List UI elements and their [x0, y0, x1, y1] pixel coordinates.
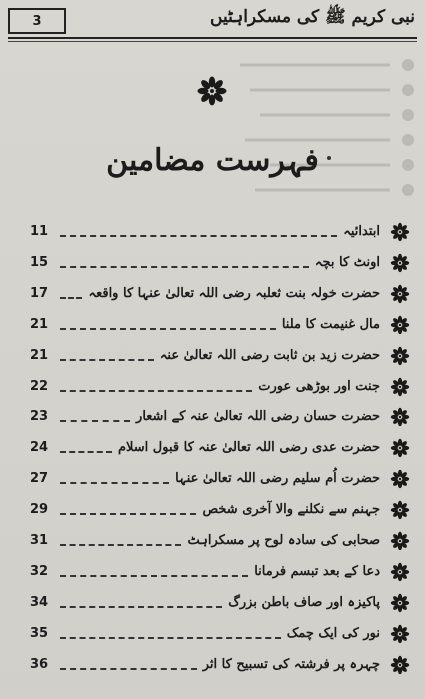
- toc-entry-title: مال غنیمت کا ملنا: [281, 316, 380, 332]
- toc-entry: [30, 622, 410, 646]
- toc-entry-page-number: 21: [30, 316, 49, 332]
- flower-bullet-icon: [390, 655, 410, 675]
- dot-leader: [60, 297, 82, 299]
- toc-entry-page-number: 23: [30, 409, 49, 425]
- dot-leader: [60, 328, 276, 330]
- toc-entry: [30, 498, 410, 522]
- dot-leader: [60, 359, 154, 361]
- toc-entry: [30, 405, 410, 429]
- toc-entry-page-number: 15: [30, 254, 49, 270]
- toc-entry-title: اونٹ کا بچہ: [314, 254, 380, 270]
- toc-entry-title: جہنم سے نکلنے والا آخری شخص: [202, 502, 380, 518]
- toc-entry: [30, 282, 410, 306]
- flower-bullet-icon: [390, 253, 410, 273]
- toc-entry: [30, 591, 410, 615]
- flower-bullet-icon: [390, 377, 410, 397]
- toc-entry: [30, 251, 410, 275]
- toc-entry-title: ابتدائیہ: [343, 224, 380, 239]
- toc-entry-page-number: 31: [30, 533, 49, 548]
- dot-leader: [60, 235, 337, 237]
- toc-entry-title: حضرت حسان رضی اللہ تعالیٰ عنہ کے اشعار: [136, 409, 380, 425]
- toc-entry-title: حضرت خولہ بنت ثعلبہ رضی اللہ تعالیٰ عنہا کا واقعہ: [88, 285, 380, 301]
- flower-bullet-icon: [390, 407, 410, 427]
- toc-entry: [30, 220, 410, 244]
- toc-entry-title: صحابی کی سادہ لوح پر مسکراہٹ: [187, 533, 380, 548]
- toc-entry-page-number: 24: [30, 440, 49, 456]
- dot-leader: [60, 390, 252, 392]
- page-title: فہرست مضامین: [106, 143, 319, 178]
- flower-bullet-icon: [390, 531, 410, 551]
- toc-entry: [30, 436, 410, 460]
- running-title: نبی کریم ﷺ کی مسکراہٹیں: [210, 7, 415, 27]
- dot-leader: [60, 668, 197, 670]
- dot-leader: [60, 606, 222, 608]
- toc-entry: [30, 313, 410, 337]
- toc-entry-title: چہرہ پر فرشتہ کی تسبیح کا اثر: [202, 656, 380, 672]
- toc-entry-page-number: 29: [30, 502, 49, 518]
- dot-leader: [60, 637, 281, 639]
- dot-leader: [60, 482, 169, 484]
- toc-entry-page-number: 35: [30, 625, 49, 641]
- toc-entry-page-number: 11: [30, 224, 49, 239]
- toc-entry: [30, 560, 410, 584]
- toc-entry: [30, 375, 410, 399]
- toc-entry-page-number: 36: [30, 656, 49, 672]
- page-number: 3: [8, 8, 66, 34]
- flower-bullet-icon: [390, 315, 410, 335]
- toc-entry-title: جنت اور بوڑھی عورت: [258, 378, 380, 394]
- dot-leader: [60, 575, 248, 577]
- toc-entry-title: پاکیزہ اور صاف باطن بزرگ: [228, 594, 380, 610]
- toc-entry-page-number: 17: [30, 285, 49, 301]
- toc-entry-page-number: 27: [30, 471, 49, 487]
- flower-bullet-icon: [390, 593, 410, 613]
- flower-bullet-icon: [390, 469, 410, 489]
- dot-leader: [60, 266, 309, 268]
- flower-bullet-icon: [390, 562, 410, 582]
- dot-leader: [60, 544, 181, 546]
- toc-entry: [30, 653, 410, 677]
- toc-entry-page-number: 34: [30, 594, 49, 610]
- flower-bullet-icon: [390, 438, 410, 458]
- dot-leader: [60, 451, 112, 453]
- toc-entry: [30, 344, 410, 368]
- toc-entry-title: نور کی ایک چمک: [286, 625, 380, 641]
- flower-bullet-icon: [390, 284, 410, 304]
- toc-entry-title: دعا کے بعد تبسم فرمانا: [254, 563, 380, 579]
- toc-entry: [30, 467, 410, 491]
- flower-bullet-icon: [390, 624, 410, 644]
- flower-bullet-icon: [390, 500, 410, 520]
- toc-entry-page-number: 32: [30, 563, 49, 579]
- toc-entry-title: حضرت زید بن ثابت رضی اللہ تعالیٰ عنہ: [159, 347, 380, 363]
- toc-entry-title: حضرت اُم سلیم رضی اللہ تعالیٰ عنہا: [175, 471, 380, 487]
- dot-leader: [60, 513, 196, 515]
- dot-leader: [60, 420, 130, 422]
- toc-entry-page-number: 22: [30, 378, 49, 394]
- toc-entry-title: حضرت عدی رضی اللہ تعالیٰ عنہ کا قبول اسلام: [117, 440, 380, 456]
- flower-bullet-icon: [390, 346, 410, 366]
- toc-entry: [30, 529, 410, 553]
- flower-bullet-icon: [390, 222, 410, 242]
- toc-entry-page-number: 21: [30, 347, 49, 363]
